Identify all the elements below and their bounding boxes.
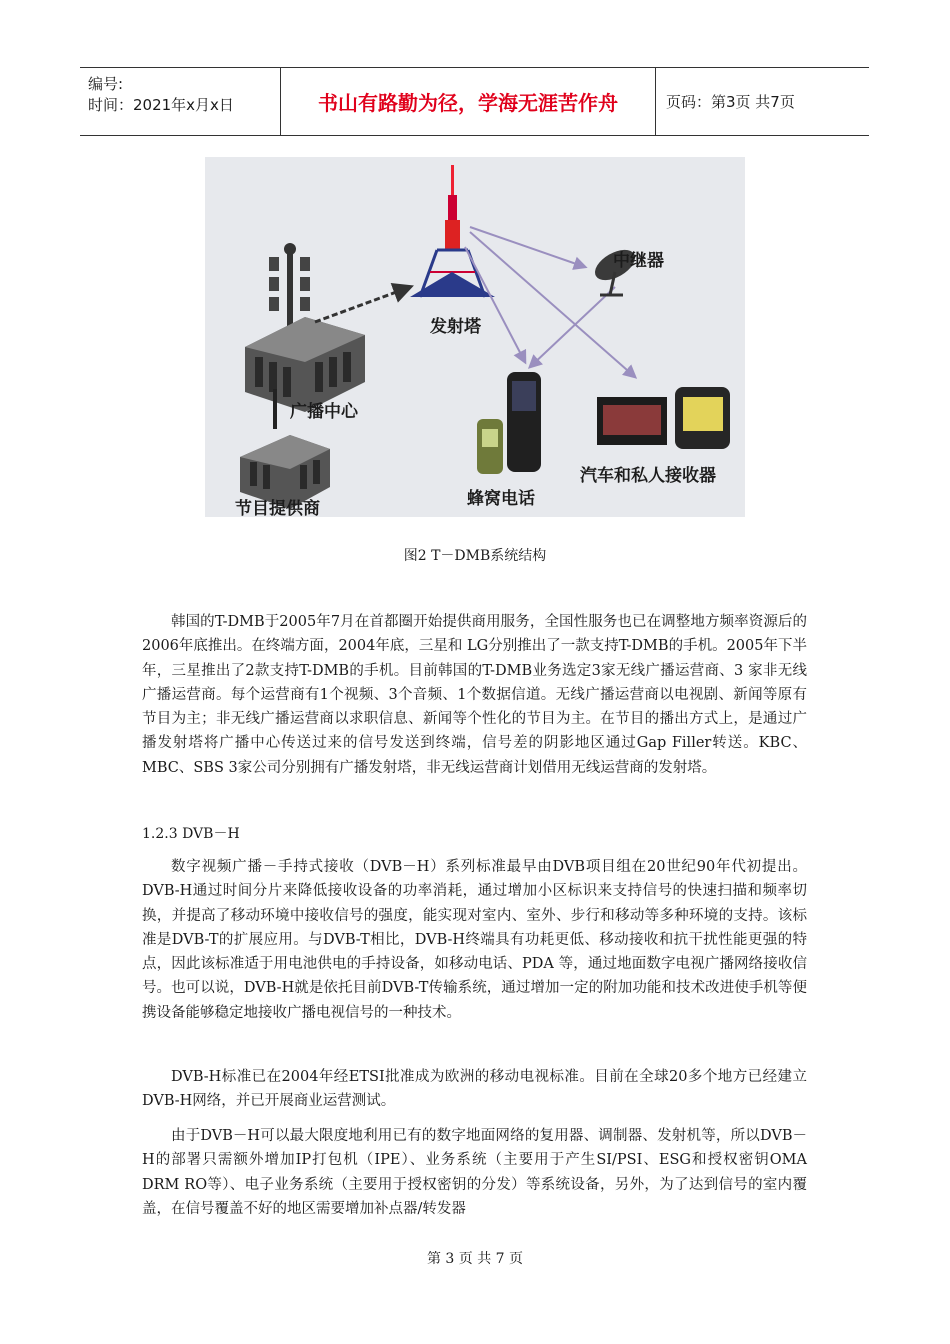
- label-cell-phone: 蜂窝电话: [467, 489, 535, 509]
- page-header: [80, 67, 869, 136]
- paragraph-tdmb: [142, 610, 807, 780]
- label-broadcast-center: 广播中心: [290, 402, 358, 422]
- page-footer: 第 3 页 共 7 页: [426, 1251, 524, 1267]
- date-label: 时间：2021年x月x日: [88, 96, 234, 114]
- paragraph-dvbh-deployment: [142, 1124, 807, 1221]
- section-heading: 1.2.3 DVB－H: [142, 826, 240, 842]
- label-repeater: 中继器: [613, 251, 664, 271]
- header-meta: [80, 68, 280, 135]
- label-provider: 节目提供商: [235, 499, 320, 517]
- number-label: 编号:: [88, 75, 124, 93]
- paragraph-dvbh-standard: [142, 1065, 807, 1114]
- paragraph-dvbh-intro: [142, 855, 807, 1025]
- cell-phones-icon: [477, 372, 541, 474]
- paragraph-text: 由于DVB－H可以最大限度地利用已有的数字地面网络的复用器、调制器、发射机等，所以DVB－H的部署只需额外增加IP打包机（IPE）、业务系统（主要用于产生SI/PSI、ESG和授权密钥OMA DRM RO等）、电子业务系统（主要用于授权密钥的分发）等系统设备，另外，为了达到信号的室内覆盖，在信号覆盖不好的地区需要增加补点器/转发器: [142, 1128, 807, 1217]
- label-tower: 发射塔: [430, 317, 481, 337]
- figure-caption: 图2 T－DMB系统结构: [403, 548, 547, 564]
- header-motto: 书山有路勤为径，学海无涯苦作舟: [280, 68, 656, 135]
- paragraph-text: DVB-H标准已在2004年经ETSI批准成为欧洲的移动电视标准。目前在全球20多个地方已经建立DVB-H网络，并已开展商业运营测试。: [142, 1069, 807, 1110]
- label-car-receiver: 汽车和私人接收器: [580, 466, 716, 486]
- paragraph-text: 韩国的T-DMB于2005年7月在首都圈开始提供商用服务，全国性服务也已在调整地方频率资源后的2006年底推出。在终端方面，2004年底，三星和 LG分别推出了一款支持T-DMB的手机。2005年下半年，三星推出了2款支持T-DMB的手机。目前韩国的T-DMB业务选定3家无线广播运营商、3 家非无线广播运营商。每个运营商有1个视频、3个音频、1个数据信道。无线广播运营商以电视剧、新闻等原有节目为主；非无线广播运营商以求职信息、新闻等个性化的节目为主。在节目的播出方式上，是通过广播发射塔将广播中心传送过来的信号发送到终端，信号差的阴影地区通过Gap Filler转送。KBC、MBC、SBS 3家公司分别拥有广播发射塔，非无线运营商计划借用无线运营商的发射塔。: [142, 614, 807, 776]
- car-receivers-icon: [597, 387, 730, 449]
- paragraph-text: 数字视频广播－手持式接收（DVB－H）系列标准最早由DVB项目组在20世纪90年代初提出。DVB-H通过时间分片来降低接收设备的功率消耗，通过增加小区标识来支持信号的快速扫描和频率切换，并提高了移动环境中接收信号的强度，能实现对室内、室外、步行和移动等多种环境的支持。该标准是DVB-T的扩展应用。与DVB-T相比，DVB-H终端具有功耗更低、移动接收和抗干扰性能更强的特点，因此该标准适于用电池供电的手持设备，如移动电话、PDA 等，通过地面数字电视广播网络接收信号。也可以说，DVB-H就是依托目前DVB-T传输系统，通过增加一定的附加功能和技术改进使手机等便携设备能够稳定地接收广播电视信号的一种技术。: [142, 859, 807, 1021]
- tdmb-system-figure: [205, 157, 745, 517]
- header-page-info: 页码：第3页 共7页: [666, 93, 795, 111]
